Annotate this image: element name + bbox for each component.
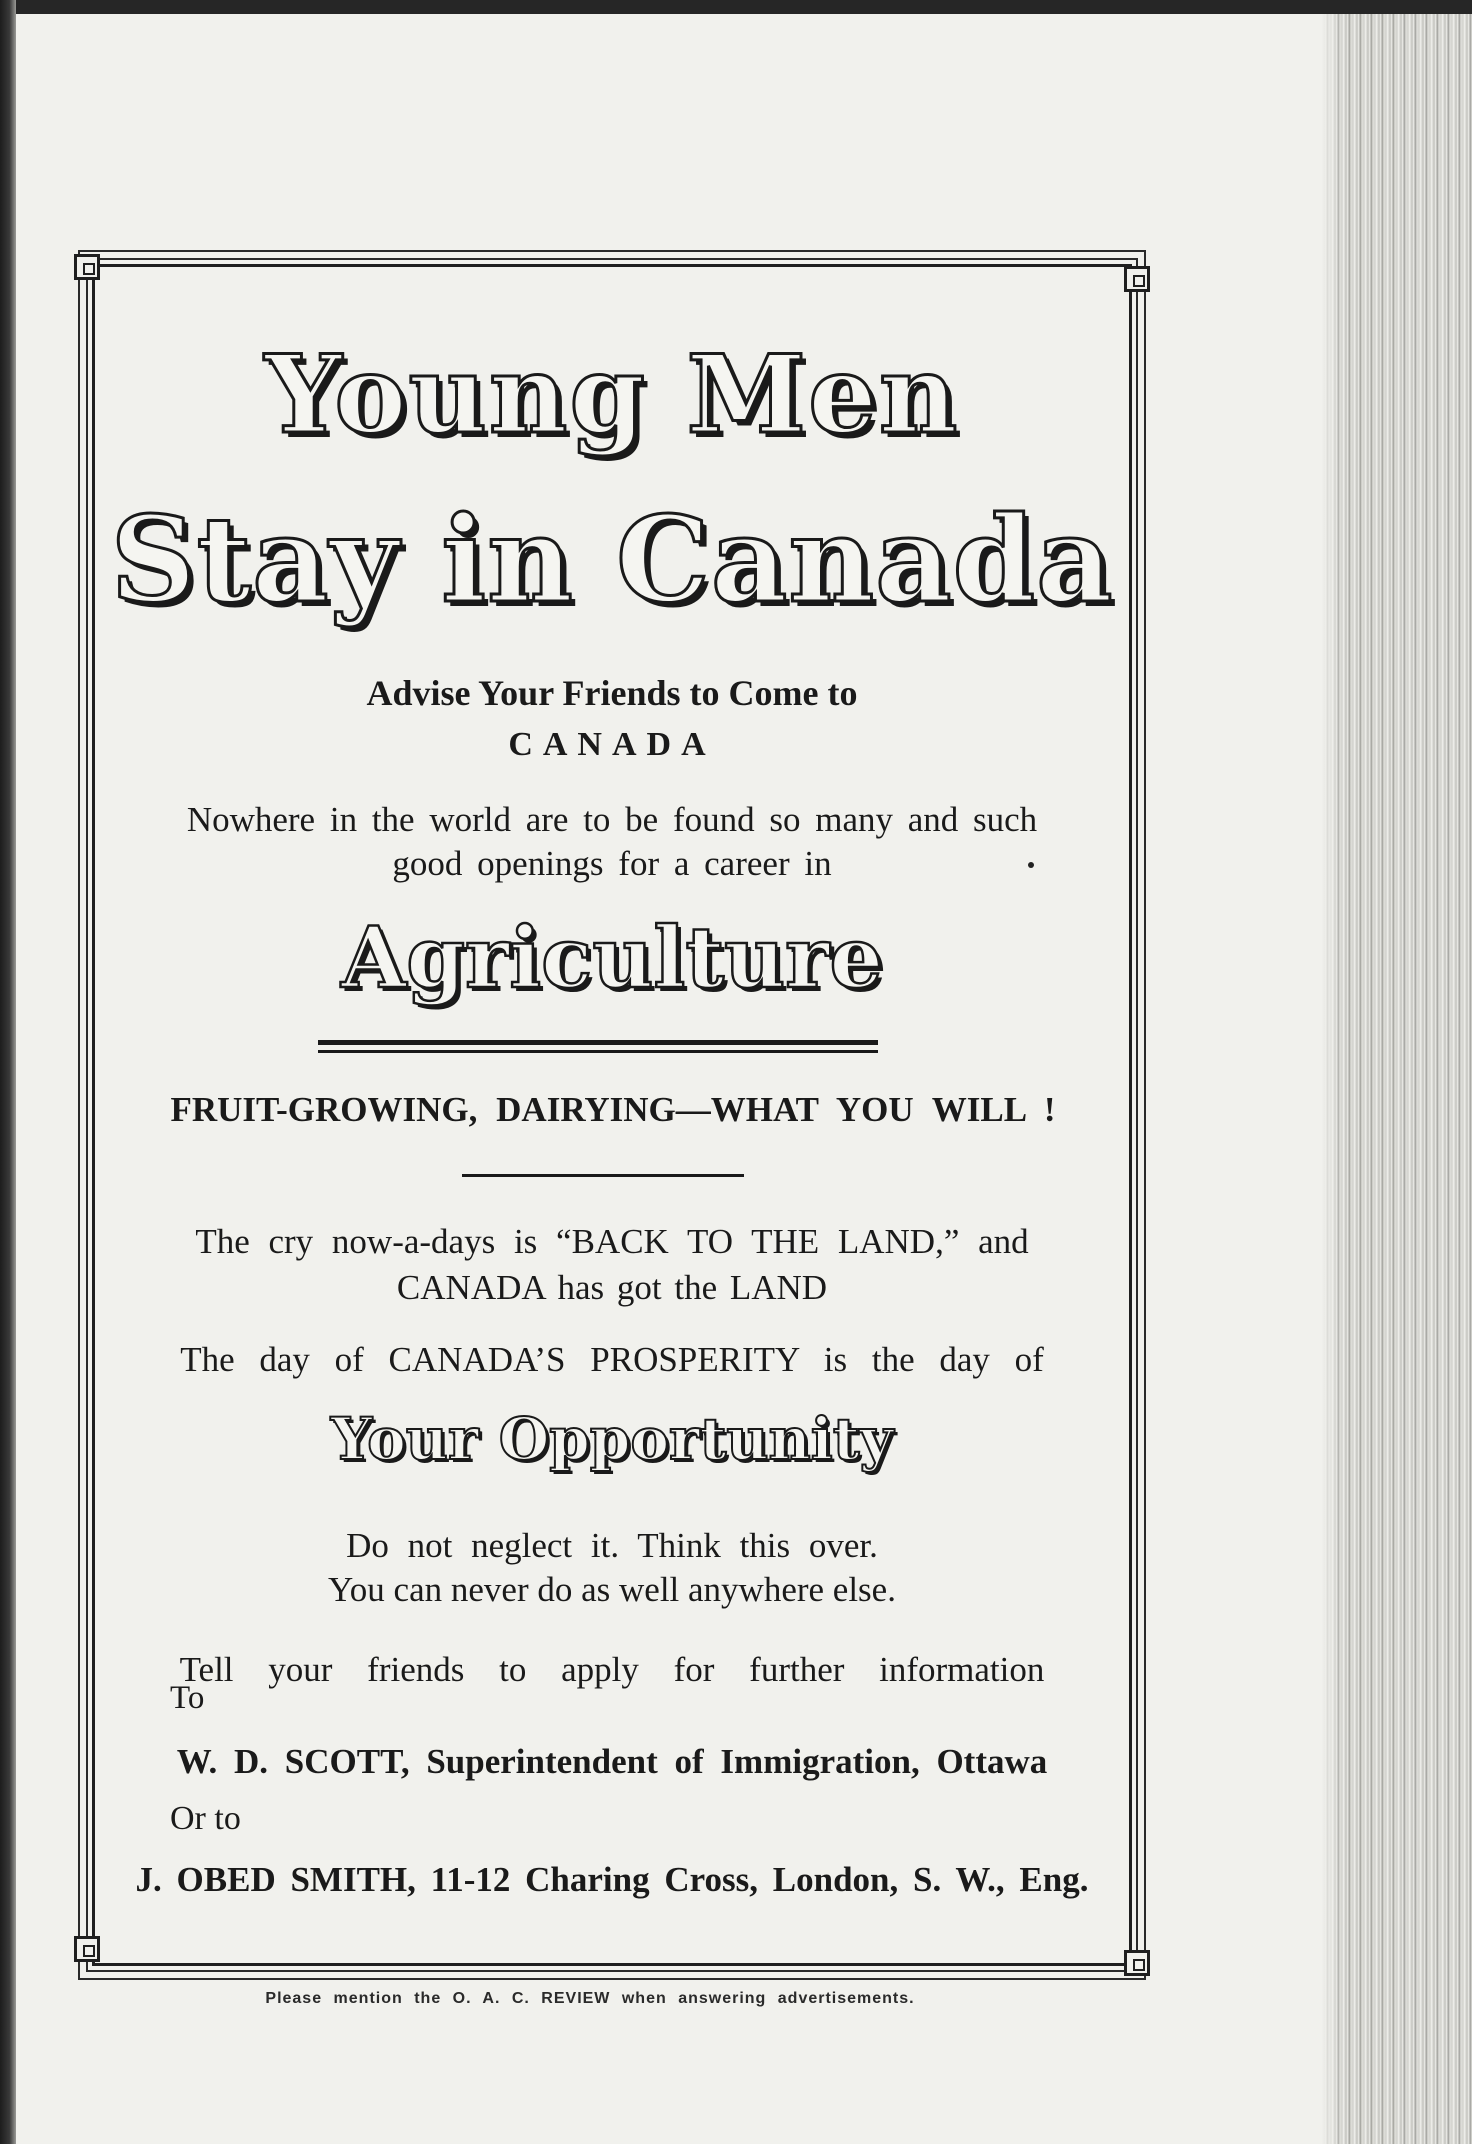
book-spine-edge	[0, 0, 16, 2144]
or-to-text: Or to	[170, 1800, 241, 1837]
fruit-growing-text: FRUIT-GROWING, DAIRYING—WHAT YOU WILL !	[170, 1090, 1056, 1129]
agriculture-underline-thick	[318, 1040, 878, 1045]
tell-friends-text: Tell your friends to apply for further information	[179, 1650, 1045, 1689]
cry-line-2: CANADA has got the LAND	[396, 1268, 828, 1307]
cry-line-1: The cry now-a-days is “BACK TO THE LAND,” and	[195, 1222, 1029, 1261]
footer-note: Please mention the O. A. C. REVIEW when answering advertisements.	[265, 1990, 915, 2007]
country-text: CANADA	[508, 726, 716, 763]
opportunity-heading: Your Opportunity	[330, 1405, 894, 1473]
section-divider	[462, 1174, 744, 1177]
neglect-line-1: Do not neglect it. Think this over.	[346, 1526, 878, 1565]
headline-young-men: Young Men	[264, 332, 960, 458]
stray-dot	[1028, 862, 1034, 868]
agriculture-underline-thin	[318, 1050, 878, 1053]
scott-contact: W. D. SCOTT, Superintendent of Immigration, Ottawa	[176, 1742, 1048, 1781]
agriculture-heading: Agriculture	[341, 908, 883, 1007]
page-stack-edge	[1322, 14, 1472, 2144]
smith-contact: J. OBED SMITH, 11-12 Charing Cross, London, S. W., Eng.	[135, 1860, 1089, 1899]
advertisement-content	[78, 250, 1146, 1980]
to-text: To	[170, 1680, 205, 1716]
nowhere-line-1: Nowhere in the world are to be found so many and such	[186, 800, 1038, 839]
nowhere-line-2: good openings for a career in	[392, 844, 832, 883]
headline-stay-in-canada: Stay in Canada	[110, 490, 1114, 629]
prosperity-text: The day of CANADA’S PROSPERITY is the day of	[180, 1340, 1044, 1379]
neglect-line-2: You can never do as well anywhere else.	[328, 1570, 896, 1609]
advertisement-frame	[78, 250, 1146, 1980]
advise-text: Advise Your Friends to Come to	[366, 673, 858, 713]
scan-top-border	[0, 0, 1472, 14]
